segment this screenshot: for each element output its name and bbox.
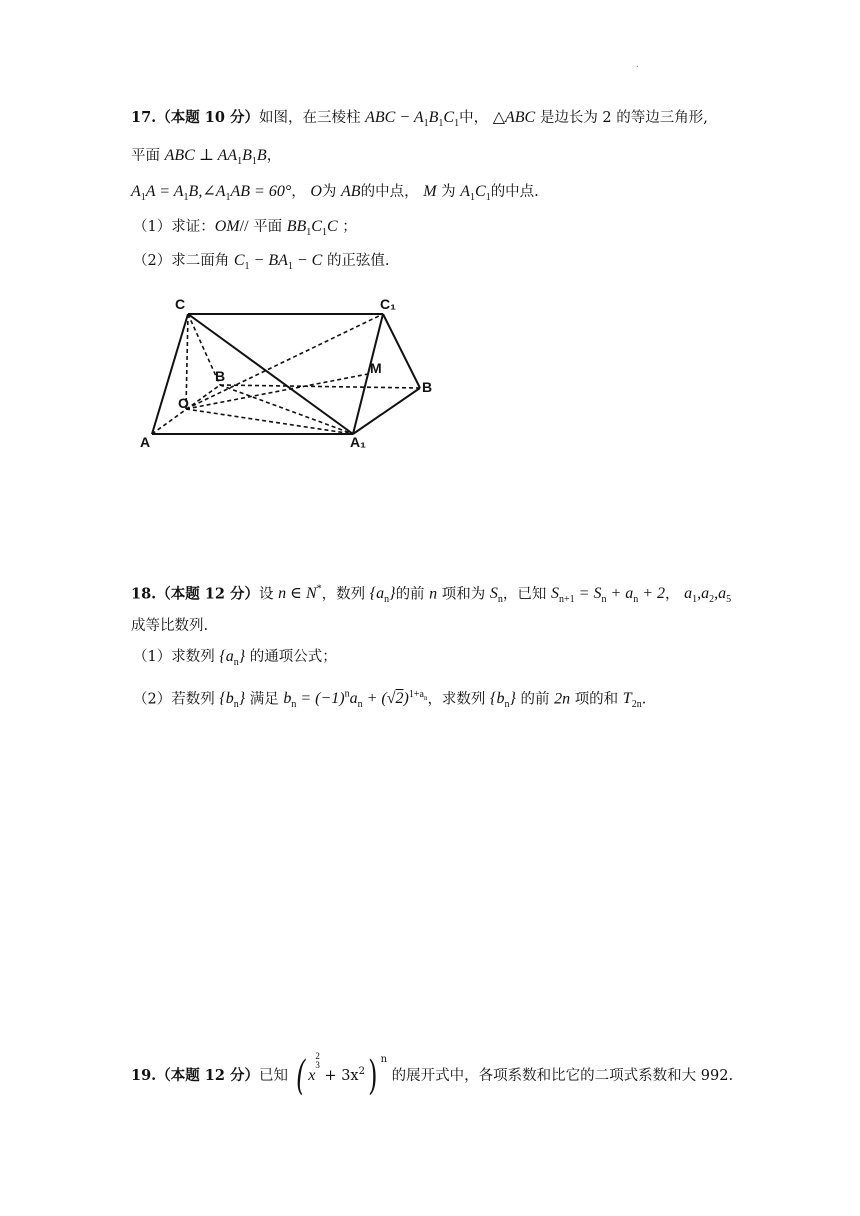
dashed-o-a1 (186, 409, 353, 434)
q18-terms: $a_1,a_2,a_5$ (684, 585, 732, 606)
q17-l3-b: ， (291, 184, 306, 200)
q17-l3-ab: AB (341, 183, 361, 200)
q17-l3-o: O (310, 183, 322, 200)
q17-line3 (131, 182, 539, 208)
q17-score: （本题 10 分） (156, 109, 260, 126)
q17-line1 (131, 108, 708, 134)
q17-p1-e: ； (342, 219, 357, 235)
q18-n-domain: n ∈ N* (278, 584, 322, 603)
q18-e: 的前 (395, 586, 425, 603)
q17-l3-f: 的中点， (360, 184, 419, 200)
q17-text-b: 中， (459, 110, 489, 126)
q17-l2-c: ， (266, 148, 282, 164)
q17-p2-a: （2）求二面角 (133, 253, 230, 269)
label-m: M (370, 360, 382, 376)
q18-p1-a: （1）求数列 (133, 649, 215, 665)
q17-p1-a: （1）求证： (133, 219, 215, 235)
q18-p2-a: （2）若数列 (133, 691, 215, 708)
q17-l2-a: 平面 (131, 148, 160, 164)
q18-p1-c: 的通项公式； (249, 649, 337, 665)
q17-l3-a1c1: $A_1C_1$ (460, 183, 491, 204)
q17-line2 (131, 146, 281, 172)
q17-conditions: $A_1A$ = $A_1B,\angle A_1AB = 60^\circ$ (131, 183, 292, 204)
q17-text-a: 如图，在三棱柱 (259, 110, 361, 126)
q18-p2-g: 的前 (520, 691, 550, 708)
q17-p1-c: 平面 (253, 219, 283, 235)
q17-p2-angle: $C_1 - BA_1 - C$ (233, 252, 323, 273)
q18-p2-2n: 2n (554, 690, 571, 708)
q18-p1-an: $\{a_n\}$ (219, 648, 246, 669)
q19-score: （本题 12 分） (156, 1067, 260, 1084)
q18-g: 项和为 (441, 586, 486, 603)
q17-plane-relation: ABC ⊥ $AA_1B_1B$ (164, 147, 267, 168)
q18-an: $\{a_n\}$ (369, 585, 396, 606)
q18-p2-e: ，求数列 (427, 691, 486, 708)
q19-b: 的展开式中，各项系数和比它的二项式系数和大 992. (391, 1068, 734, 1084)
q17-p1-om: OM (214, 218, 240, 235)
label-c1: C₁ (380, 296, 396, 312)
q18-p2-formula: $b_n = (-1)^na_n + (√2)^{1+a_n}$ (283, 689, 428, 711)
q17-l3-h: 为 (441, 184, 456, 200)
q17-text-c: 是边长为 2 的等边三角形, (539, 110, 708, 126)
q18-p2-c: 满足 (249, 691, 279, 708)
q17-part1: （1）求证：OM// 平面 $BB_1C_1C$ ； (133, 218, 357, 239)
edge-c-a (152, 314, 188, 434)
q18-p2-bn: $\{b_n\}$ (219, 690, 246, 711)
q19-a: 已知 (259, 1068, 289, 1084)
q17-prism: ABC − $A_1B_1C_1$ (365, 109, 460, 130)
prism-figure (140, 295, 440, 455)
q17-number: 17. (131, 109, 157, 126)
q18-line1 (131, 580, 731, 611)
q18-line2: 成等比数列. (131, 618, 209, 634)
q17-p1-plane: $BB_1C_1C$ (286, 218, 338, 239)
q18-p2-k: . (641, 691, 647, 708)
q17-l3-m: M (423, 183, 437, 200)
q18-part1 (133, 647, 337, 673)
q17-p2-c: 的正弦值. (326, 253, 390, 269)
q18-p2-bn2: $\{b_n\}$ (490, 690, 516, 711)
label-a1: A₁ (350, 434, 366, 450)
label-b1: B (422, 379, 433, 395)
q18-score: （本题 12 分） (156, 585, 260, 603)
q18-i: ，已知 (502, 586, 547, 603)
edge-c1-b (383, 314, 420, 388)
edge-c-a1 (188, 314, 353, 434)
label-a: A (140, 434, 151, 450)
q18-c: ，数列 (321, 586, 366, 603)
q19-line1: 19.（本题 12 分）已知 ( $x^{2 3} + 3x^2$) $^n$ 的展开式中，各项系数和比它的二项式系数和大 992. (131, 1050, 734, 1100)
q18-sn: $S_n$ (489, 585, 503, 606)
q18-p2-i: 项的和 (574, 691, 619, 708)
label-c: C (175, 296, 186, 312)
dashed-b-a1 (220, 385, 353, 434)
q18-number: 18. (131, 585, 157, 603)
q17-part2 (133, 251, 390, 277)
label-o: O (178, 395, 189, 411)
q19-number: 19. (131, 1067, 157, 1084)
q17-triangle: △ABC (492, 109, 536, 126)
q18-p2-t2n: $T_{2n}$ (622, 690, 642, 711)
q18-recurrence: $S_{n+1} = S_n + a_n + 2$ (551, 585, 666, 606)
dashed-o-c1 (186, 314, 383, 409)
q18-part2 (133, 685, 646, 716)
dashed-b-b1 (220, 385, 420, 388)
corner-mark: . (636, 60, 639, 69)
label-b: B (215, 368, 226, 384)
q17-l3-j: 的中点. (490, 184, 539, 200)
q18-k: ， (665, 586, 680, 603)
q17-l3-d: 为 (321, 184, 337, 200)
q19-expression: ( $x^{2 3}$ (295, 1050, 320, 1100)
q18-a: 设 (259, 586, 274, 603)
q18-n: n (429, 585, 438, 603)
